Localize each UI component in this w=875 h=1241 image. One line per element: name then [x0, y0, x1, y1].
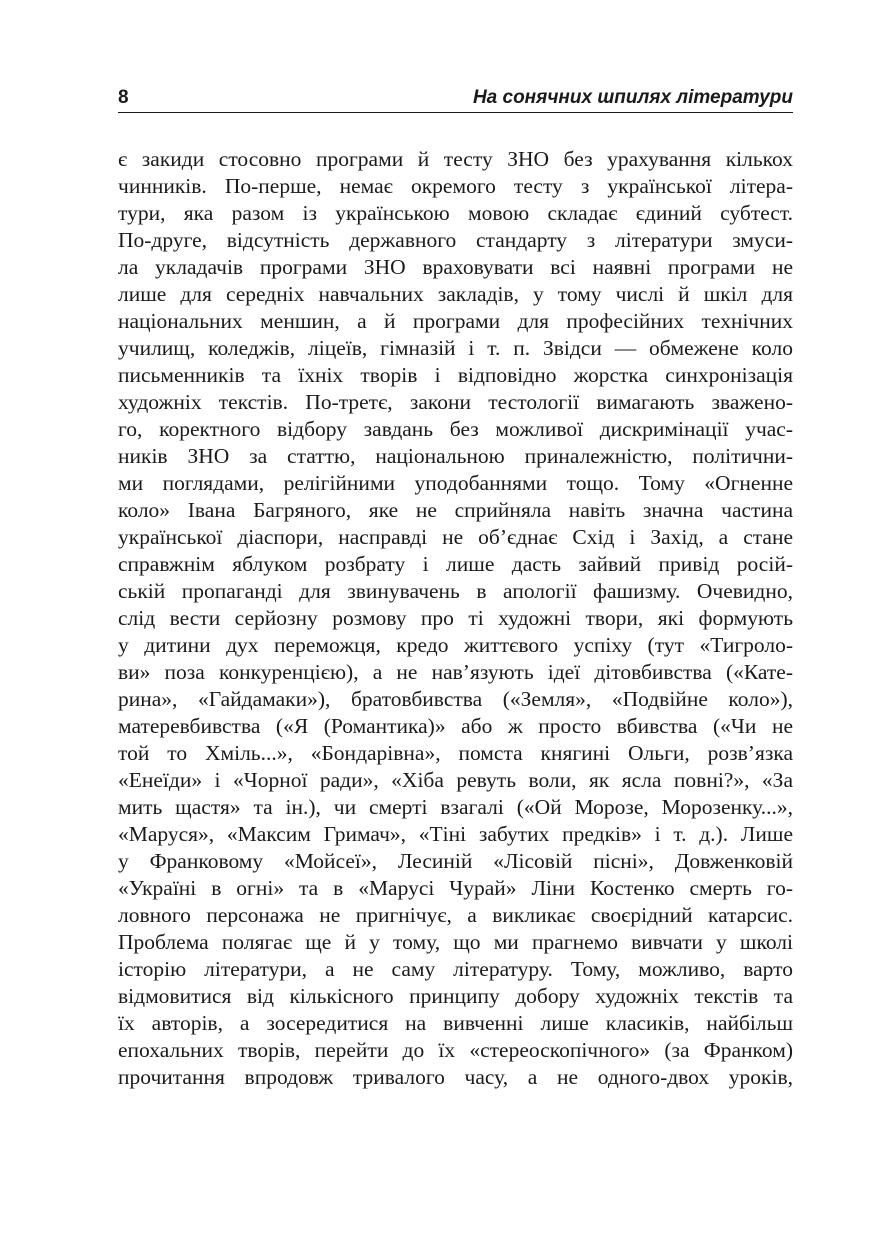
- text-line: ників ЗНО за статтю, національною приналежністю, політични-: [118, 444, 793, 468]
- text-line: історію літератури, а не саму літературу. Тому, можливо, варто: [118, 957, 793, 981]
- text-line: го, коректного відбору завдань без можливої дискримінації учас-: [118, 417, 793, 441]
- text-line: прочитання впродовж тривалого часу, а не одного-двох уроків,: [118, 1065, 793, 1089]
- text-line: у Франковому «Мойсеї», Лесиній «Лісовій пісні», Довженковій: [118, 849, 793, 873]
- text-line: училищ, коледжів, ліцеїв, гімназій і т. п. Звідси — обмежене коло: [118, 336, 793, 360]
- text-line: художніх текстів. По-третє, закони тестології вимагають зважено-: [118, 390, 793, 414]
- text-line: епохальних творів, перейти до їх «стереоскопічного» (за Франком): [118, 1038, 793, 1062]
- text-line: Проблема полягає ще й у тому, що ми прагнемо вивчати у школі: [118, 930, 793, 954]
- running-title: На сонячних шпилях літератури: [472, 87, 793, 108]
- text-line: тури, яка разом із українською мовою складає єдиний субтест.: [118, 201, 793, 225]
- text-line: чинників. По-перше, немає окремого тесту з української літера-: [118, 174, 793, 198]
- text-line: відмовитися від кількісного принципу добору художніх текстів та: [118, 984, 793, 1008]
- text-line: української діаспори, насправді не об’єднає Схід і Захід, а стане: [118, 525, 793, 549]
- text-line: слід вести серйозну розмову про ті художні твори, які формують: [118, 606, 793, 630]
- text-line: По-друге, відсутність державного стандарту з літератури змуси-: [118, 228, 793, 252]
- text-line: коло» Івана Багряного, яке не сприйняла навіть значна частина: [118, 498, 793, 522]
- text-line: їх авторів, а зосередитися на вивченні лише класиків, найбільш: [118, 1011, 793, 1035]
- text-line: ви» поза конкуренцією), а не нав’язують ідеї дітовбивства («Кате-: [118, 660, 793, 684]
- page-number: 8: [118, 87, 129, 108]
- text-line: ла укладачів програми ЗНО враховувати всі наявні програми не: [118, 255, 793, 279]
- text-line: письменників та їхніх творів і відповідно жорстка синхронізація: [118, 363, 793, 387]
- running-header: [118, 84, 793, 113]
- body-text: [118, 146, 793, 1091]
- text-line: у дитини дух переможця, кредо життєвого успіху (тут «Тигроло-: [118, 633, 793, 657]
- text-line: справжнім яблуком розбрату і лише дасть зайвий привід росій-: [118, 552, 793, 576]
- text-line: «Енеїди» і «Чорної ради», «Хіба ревуть воли, як ясла повні?», «За: [118, 768, 793, 792]
- text-line: рина», «Гайдамаки»), братовбивства («Земля», «Подвійне коло»),: [118, 687, 793, 711]
- text-line: «Україні в огні» та в «Марусі Чурай» Ліни Костенко смерть го-: [118, 876, 793, 900]
- text-line: матеревбивства («Я (Романтика)» або ж просто вбивства («Чи не: [118, 714, 793, 738]
- text-line: національних меншин, а й програми для професійних технічних: [118, 309, 793, 333]
- text-line: «Маруся», «Максим Гримач», «Тіні забутих предків» і т. д.). Лише: [118, 822, 793, 846]
- text-line: мить щастя» та ін.), чи смерті взагалі («Ой Морозе, Морозенку...»,: [118, 795, 793, 819]
- text-line: ській пропаганді для звинувачень в апології фашизму. Очевидно,: [118, 579, 793, 603]
- text-line: ловного персонажа не пригнічує, а викликає своєрідний катарсис.: [118, 903, 793, 927]
- text-line: лише для середніх навчальних закладів, у тому числі й шкіл для: [118, 282, 793, 306]
- text-line: той то Хміль...», «Бондарівна», помста княгині Ольги, розв’язка: [118, 741, 793, 765]
- text-line: ми поглядами, релігійними уподобаннями тощо. Тому «Огненне: [118, 471, 793, 495]
- text-line: є закиди стосовно програми й тесту ЗНО без урахування кількох: [118, 147, 793, 171]
